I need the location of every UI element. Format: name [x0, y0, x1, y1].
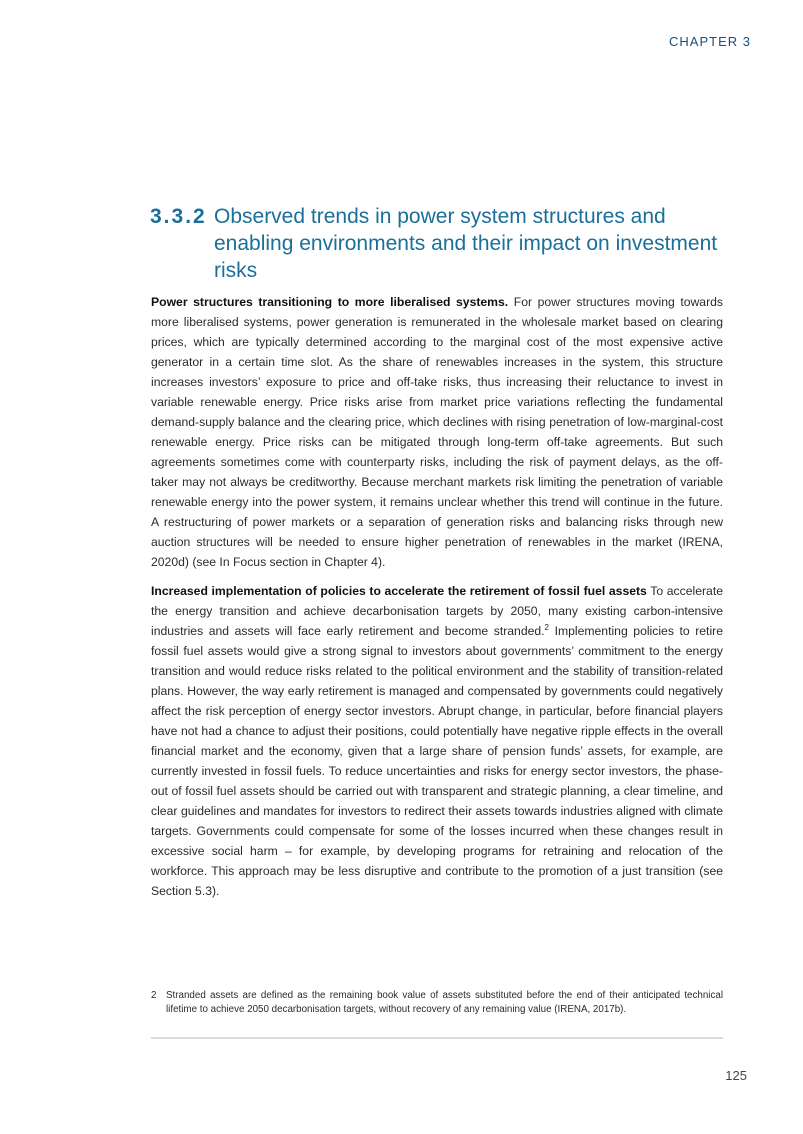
- paragraph-text: For power structures moving towards more liberalised systems, power generation is remunerated in the wholesale market based on clearing prices, which are typically determined according to the marginal cost of the most expensive active generator in a certain time slot. As the share of renewables increases in the system, this structure increases investors’ exposure to price and off-take risks, thus increasing their reluctance to invest in variable renewable energy. Price risks arise from market price variations reflecting the fundamental demand-supply balance and the clearing price, which declines with rising penetration of low-marginal-cost renewable energy. Price risks can be mitigated through long-term off-take agreements. But such agreements sometimes come with counterparty risks, including the risk of payment delays, as the off-taker may not always be creditworthy. Because merchant markets risk limiting the penetration of variable renewable energy into the power system, it remains unclear whether this trend will continue in the future. A restructuring of power markets or a separation of generation risks and balancing risks through new auction structures will be needed to ensure higher penetration of renewables in the market (IRENA, 2020d) (see In Focus section in Chapter 4).: [151, 295, 723, 569]
- paragraph: [151, 292, 723, 572]
- section-heading: [150, 203, 740, 284]
- section-title: Observed trends in power system structures and enabling environments and their impact on investment risks: [214, 205, 718, 282]
- footnote: [151, 989, 723, 1017]
- body-text: [151, 292, 723, 910]
- page-number: 125: [725, 1068, 747, 1083]
- chapter-label: CHAPTER 3: [669, 34, 751, 49]
- paragraph-lead: Power structures transitioning to more liberalised systems.: [151, 295, 509, 309]
- paragraph: [151, 581, 723, 901]
- footnote-text: Stranded assets are defined as the remaining book value of assets substituted before the end of their anticipated technical lifetime to achieve 2050 decarbonisation targets, without recovery of any remaining value (IRENA, 2017b).: [166, 990, 723, 1015]
- paragraph-text: To accelerate the energy transition and achieve decarbonisation targets by 2050, many existing carbon-intensive industries and assets will face early retirement and become stranded.: [151, 584, 723, 638]
- paragraph-text: Implementing policies to retire fossil fuel assets would give a strong signal to investors about governments’ commitment to the energy transition and would reduce risks related to the political environment and the stability of transition-related plans. However, the way early retirement is managed and compensated by governments could negatively affect the risk perception of energy sector investors. Abrupt change, in particular, before financial players have not had a chance to adjust their positions, could potentially have negative ripple effects in the overall financial market and the economy, given that a large share of pension funds’ assets, for example, are currently invested in fossil fuels. To reduce uncertainties and risks for energy sector investors, the phase-out of fossil fuel assets should be carried out with transparent and strategic planning, a clear timeline, and clear guidelines and mandates for investors to redirect their assets towards industries aligned with climate targets. Governments could compensate for some of the losses incurred when these changes result in excessive social harm – for example, by developing programs for retraining and relocation of the workforce. This approach may be less disruptive and contribute to the promotion of a just transition (see Section 5.3).: [151, 624, 723, 898]
- footnote-number: 2: [151, 990, 157, 1001]
- section-number: 3.3.2: [150, 205, 207, 228]
- footnote-divider: [151, 1037, 723, 1039]
- footnote-reference[interactable]: 2: [544, 622, 549, 632]
- paragraph-lead: Increased implementation of policies to accelerate the retirement of fossil fuel assets: [151, 584, 647, 598]
